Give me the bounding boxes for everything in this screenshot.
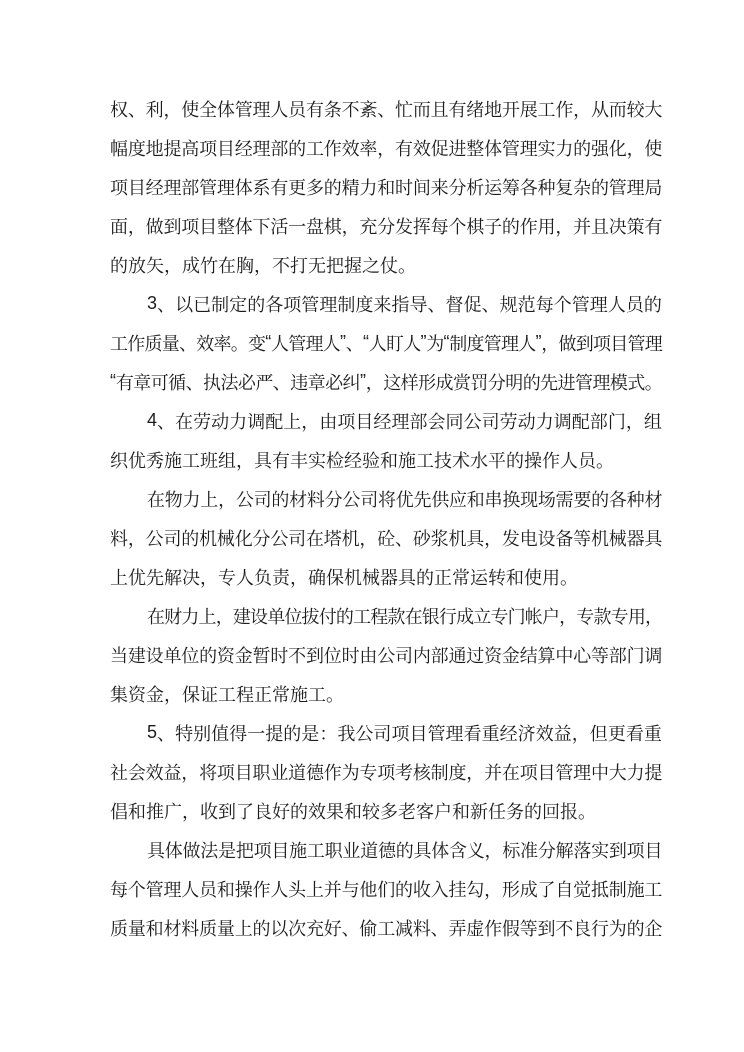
text-line: 4 、 在 劳 动 力 调 配 上 ， 由 项 目 经 理 部 会 同 公 司 劳 动 力 调 配 部 门 ， 组 (147, 410, 662, 432)
text-line: 项 目 经 理 部 管 理 体 系 有 更 多 的 精 力 和 时 间 来 分 析 运 筹 各 种 复 杂 的 管 理 局 (110, 177, 663, 198)
text-line: 具 体 做 法 是 把 项 目 施 工 职 业 道 德 的 具 体 含 义 ， 标 准 分 解 落 实 到 项 目 (147, 840, 663, 861)
text-line: 当 建 设 单 位 的 资 金 暂 时 不 到 位 时 由 公 司 内 部 通 过 资 金 结 算 中 心 等 部 门 调 (110, 645, 663, 666)
text-line: 的 放 矢 ， 成 竹 在 胸 ， 不 打 无 把 握 之 仗 。 (110, 255, 416, 276)
text-line: 集 资 金 ， 保 证 工 程 正 常 施 工 。 (110, 684, 344, 705)
text-line: 在 物 力 上 ， 公 司 的 材 料 分 公 司 将 优 先 供 应 和 串 换 现 场 需 要 的 各 种 材 (147, 489, 663, 510)
text-line: 工 作 质 量 、 效 率 。 变 “ 人 管 理 人 ” 、 “ 人 盯 人 ” 为 “ 制 度 管 理 人 ” ， 做 到 项 目 管 理 (110, 332, 663, 354)
text-line: 权 、 利 ， 使 全 体 管 理 人 员 有 条 不 紊 、 忙 而 且 有 绪 地 开 展 工 作 ， 从 而 较 大 (110, 99, 663, 120)
text-line: 质 量 和 材 料 质 量 上 的 以 次 充 好 、 偷 工 减 料 、 弄 虚 作 假 等 到 不 良 行 为 的 企 (110, 918, 663, 939)
text-line: 5 、 特 别 值 得 一 提 的 是 ： 我 公 司 项 目 管 理 看 重 经 济 效 益 ， 但 更 看 重 (147, 722, 662, 744)
text-line: 在 财 力 上 ， 建 设 单 位 拔 付 的 工 程 款 在 银 行 成 立 专 门 帐 户 ， 专 款 专 用 ， (147, 606, 663, 627)
text-line: 3 、 以 已 制 定 的 各 项 管 理 制 度 来 指 导 、 督 促 、 规 范 每 个 管 理 人 员 的 (147, 293, 662, 315)
text-line: 面 ， 做 到 项 目 整 体 下 活 一 盘 棋 ， 充 分 发 挥 每 个 棋 子 的 作 用 ， 并 且 决 策 有 (110, 216, 663, 237)
text-line: 每 个 管 理 人 员 和 操 作 人 头 上 并 与 他 们 的 收 入 挂 勾 ， 形 成 了 自 觉 抵 制 施 工 (110, 879, 663, 900)
text-line: 上 优 先 解 决 ， 专 人 负 责 ， 确 保 机 械 器 具 的 正 常 运 转 和 使 用 。 (110, 567, 578, 588)
text-line: 社 会 效 益 ， 将 项 目 职 业 道 德 作 为 专 项 考 核 制 度 ， 并 在 项 目 管 理 中 大 力 提 (110, 762, 663, 783)
text-line: “ 有 章 可 循 、 执 法 必 严 、 违 章 必 纠 ” ， 这 样 形 成 赏 罚 分 明 的 先 进 管 理 模 式 。 (110, 371, 663, 393)
text-line: 织 优 秀 施 工 班 组 ， 具 有 丰 实 检 经 验 和 施 工 技 术 水 平 的 操 作 人 员 。 (110, 450, 614, 471)
text-line: 料 ， 公 司 的 机 械 化 分 公 司 在 塔 机 ， 砼 、 砂 浆 机 具 ， 发 电 设 备 等 机 械 器 具 (110, 528, 663, 549)
text-line: 幅 度 地 提 高 项 目 经 理 部 的 工 作 效 率 ， 有 效 促 进 整 体 管 理 实 力 的 强 化 ， 使 (110, 138, 663, 159)
text-line: 倡 和 推 广 ， 收 到 了 良 好 的 效 果 和 较 多 老 客 户 和 新 任 务 的 回 报 。 (110, 801, 596, 822)
document-body (110, 89, 662, 947)
